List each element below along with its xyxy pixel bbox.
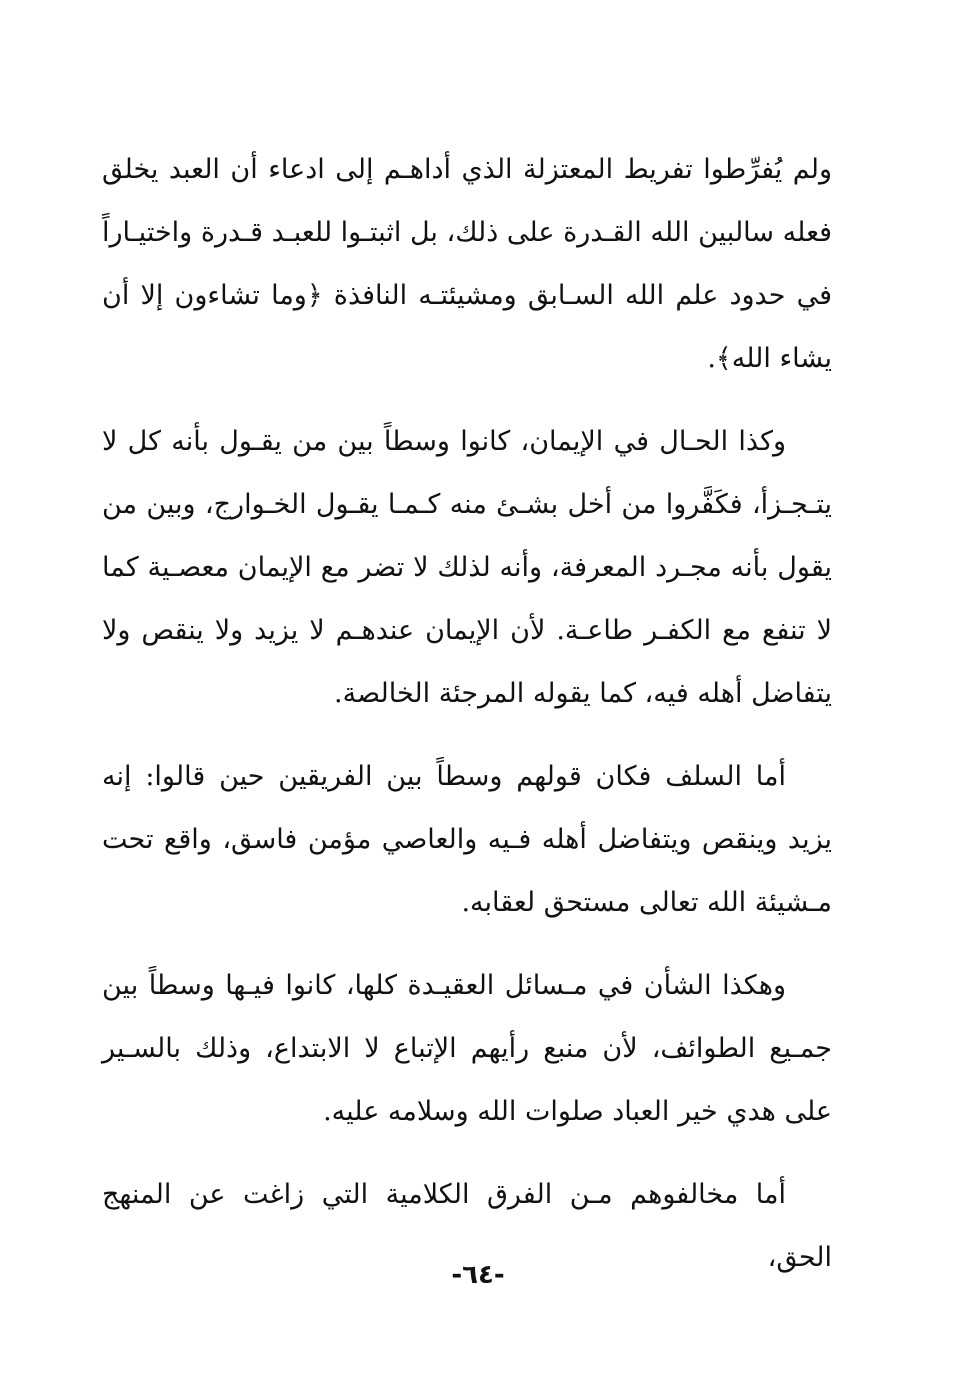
paragraph-2: وكذا الحـال في الإيمان، كانوا وسطاً بين من يقـول بأنه كل لا يتـجـزأ، فكَفَّروا من أخل بشـئ منه كـمـا يقـول الخـوارج، وبين من يقول بأنه مجـرد المعرفة، وأنه لذلك لا تضر مع الإيمان معصـية كما لا تنفع مع الكفـر طاعـة. لأن الإيمان عندهـم لا يزيد ولا ينقص ولا يتفاضل أهله فيه، كما يقوله المرجئة الخالصة.: [102, 426, 832, 709]
paragraph-5: أما مخالفوهم مـن الفرق الكلامية التي زاغت عن المنهج الحق،: [102, 1179, 832, 1273]
page-number: -٦٤-: [451, 1260, 505, 1290]
paragraph-3: أما السلف فكان قولهم وسطاً بين الفريقين حين قالوا: إنه يزيد وينقص ويتفاضل أهله فـيه والعاصي مؤمن فاسق، واقع تحت مـشيئة الله تعالى مستحق لعقابه.: [102, 761, 832, 918]
paragraph-4: وهكذا الشأن في مـسائل العقيـدة كلها، كانوا فيـها وسطاً بين جمـيع الطوائف، لأن منبع رأيهم الإتباع لا الابتداع، وذلك بالسـير على هدي خير العباد صلوات الله وسلامه عليه.: [102, 970, 832, 1127]
body-text: [102, 138, 832, 1309]
paragraph-1: ولم يُفرِّطوا تفريط المعتزلة الذي أداهـم إلى ادعاء أن العبد يخلق فعله سالبين الله القـدرة على ذلك، بل اثبتـوا للعبـد قـدرة واختيـاراً في حدود علم الله السـابق ومشيئتـه النافذة ﴿وما تشاءون إلا أن يشاء الله﴾.: [102, 154, 832, 374]
